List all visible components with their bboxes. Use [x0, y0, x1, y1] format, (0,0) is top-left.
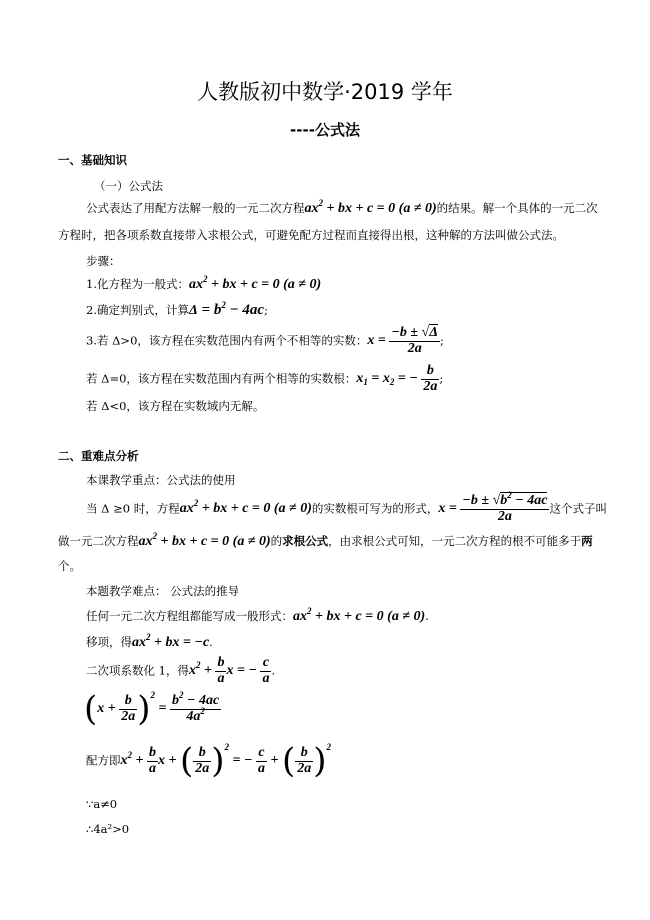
- derivation-step-1: 任何一元二次方程组都能写成一般形式：$ax^2$ + bx + c = 0 (a ≠ 0).: [86, 606, 429, 624]
- paragraph-intro-line1: [86, 200, 598, 217]
- paragraph-intro-line2: 方程时，把各项系数直接带入求根公式，可避免配方过程而直接得出根，这种解的方法叫做公式法。: [58, 228, 564, 242]
- steps-label: 步骤：: [86, 254, 121, 268]
- text: 的结果。解一个具体的一元二次: [436, 201, 598, 215]
- derivation-step-5: [86, 741, 331, 782]
- step-5: 若 Δ<0，该方程在实数域内无解。: [86, 399, 265, 413]
- step-2: 2.确定判别式，计算$\Delta = b^2 - 4ac$;: [86, 300, 268, 318]
- derivation-step-2: 移项，得$ax^2$ + bx = −c.: [86, 632, 213, 650]
- text: 若 Δ=0，该方程在实数范围内有两个相等的实数根：: [86, 371, 357, 386]
- equation-general-form: $ax^2$ + bx + c = 0 (a ≠ 0): [138, 531, 271, 549]
- equation-general-form: $ax^2$ + bx + c = 0 (a ≠ 0): [179, 498, 312, 517]
- paragraph-formula-line1: [86, 490, 607, 524]
- equation-general-form: $ax^2$ + bx + c = 0 (a ≠ 0): [304, 198, 437, 216]
- text: 1.化方程为一般式：: [86, 277, 189, 291]
- text: 这个式子叫: [549, 501, 607, 516]
- text: 的: [270, 534, 283, 548]
- text: 当 Δ ≥0 时，方程: [86, 501, 180, 516]
- paragraph-formula-line2: [58, 533, 593, 550]
- equation-discriminant: $\Delta = b^2 - 4ac$: [188, 300, 265, 318]
- teaching-difficulty: 本题教学难点： 公式法的推导: [86, 584, 240, 598]
- derivation-step-3: 二次项系数化 1，得$x^2$ + $\frac{b}{a}$ x = − $\frac{c}{a}$ .: [86, 655, 276, 686]
- equation-general-form: $ax^2$ + bx + c = 0 (a ≠ 0): [188, 274, 322, 292]
- subsection-formula-method: （一）公式法: [94, 179, 163, 193]
- derivation-step-7: ∴4a²>0: [86, 822, 130, 836]
- step-1: [86, 276, 321, 293]
- text: 配方即: [86, 753, 121, 768]
- text: 任何一元二次方程组都能写成一般形式：: [86, 609, 293, 623]
- equation-general-form: $ax^2$ + bx + c = 0 (a ≠ 0): [293, 606, 426, 624]
- equation-roots-equal: $x_1 = x_2$ = − $\frac{b}{2a}$: [356, 363, 438, 394]
- text: 做一元二次方程: [58, 534, 139, 548]
- equation-add-square: $x^2$ + $\frac{b}{a}$ x + ( $\frac{b}{2a}$ )$^2$ = − $\frac{c}{a}$ + ( $\frac{b}{2a}$ )$^2$: [120, 741, 331, 782]
- text: 3.若 Δ>0，该方程在实数范围内有两个不相等的实数：: [86, 333, 368, 348]
- text: 2.确定判别式，计算: [86, 303, 189, 317]
- text: ，由求根公式可知，一元二次方程的根不可能多于: [328, 534, 582, 548]
- equation-normalized: $x^2$ + $\frac{b}{a}$ x = − $\frac{c}{a}$: [188, 655, 270, 686]
- derivation-step-4: [84, 689, 221, 730]
- page-title: 人教版初中数学·2019 学年: [197, 80, 453, 104]
- step-4: 若 Δ=0，该方程在实数范围内有两个相等的实数根：$x_1 = x_2$ = − $\frac{b}{2a}$ ;: [86, 363, 444, 394]
- teaching-focus: 本课教学重点：公式法的使用: [86, 473, 236, 487]
- text: 二次项系数化 1，得: [86, 663, 189, 678]
- equation-moved: $ax^2$ + bx = −c: [132, 632, 210, 650]
- equation-completed-square: (x + $\frac{b}{2a}$ )$^2$ = $\frac{b^2 - 4ac}{4a^2}$: [84, 689, 220, 730]
- text: 的实数根可写为的形式，: [311, 501, 439, 516]
- page-subtitle: ----公式法: [290, 121, 360, 139]
- term-two: 两: [581, 534, 593, 548]
- step-3: 3.若 Δ>0，该方程在实数范围内有两个不相等的实数：x = $\frac{-b \pm √\Delta}{2a}$ ;: [86, 325, 444, 356]
- text: 公式表达了用配方法解一般的一元二次方程: [86, 201, 305, 215]
- section-heading-basics: 一、基础知识: [58, 153, 127, 167]
- section-heading-analysis: 二、重难点分析: [58, 449, 139, 463]
- paragraph-formula-line3: 个。: [58, 559, 81, 573]
- equation-quadratic-formula: x = $\frac{-b \pm √b^2 - 4ac}{2a}$: [438, 490, 548, 524]
- equation-roots-distinct: x = $\frac{-b \pm √\Delta}{2a}$: [367, 325, 439, 356]
- term-root-formula: 求根公式: [282, 534, 329, 548]
- derivation-step-6: ∵a≠0: [86, 797, 118, 811]
- text: 移项，得: [86, 635, 132, 649]
